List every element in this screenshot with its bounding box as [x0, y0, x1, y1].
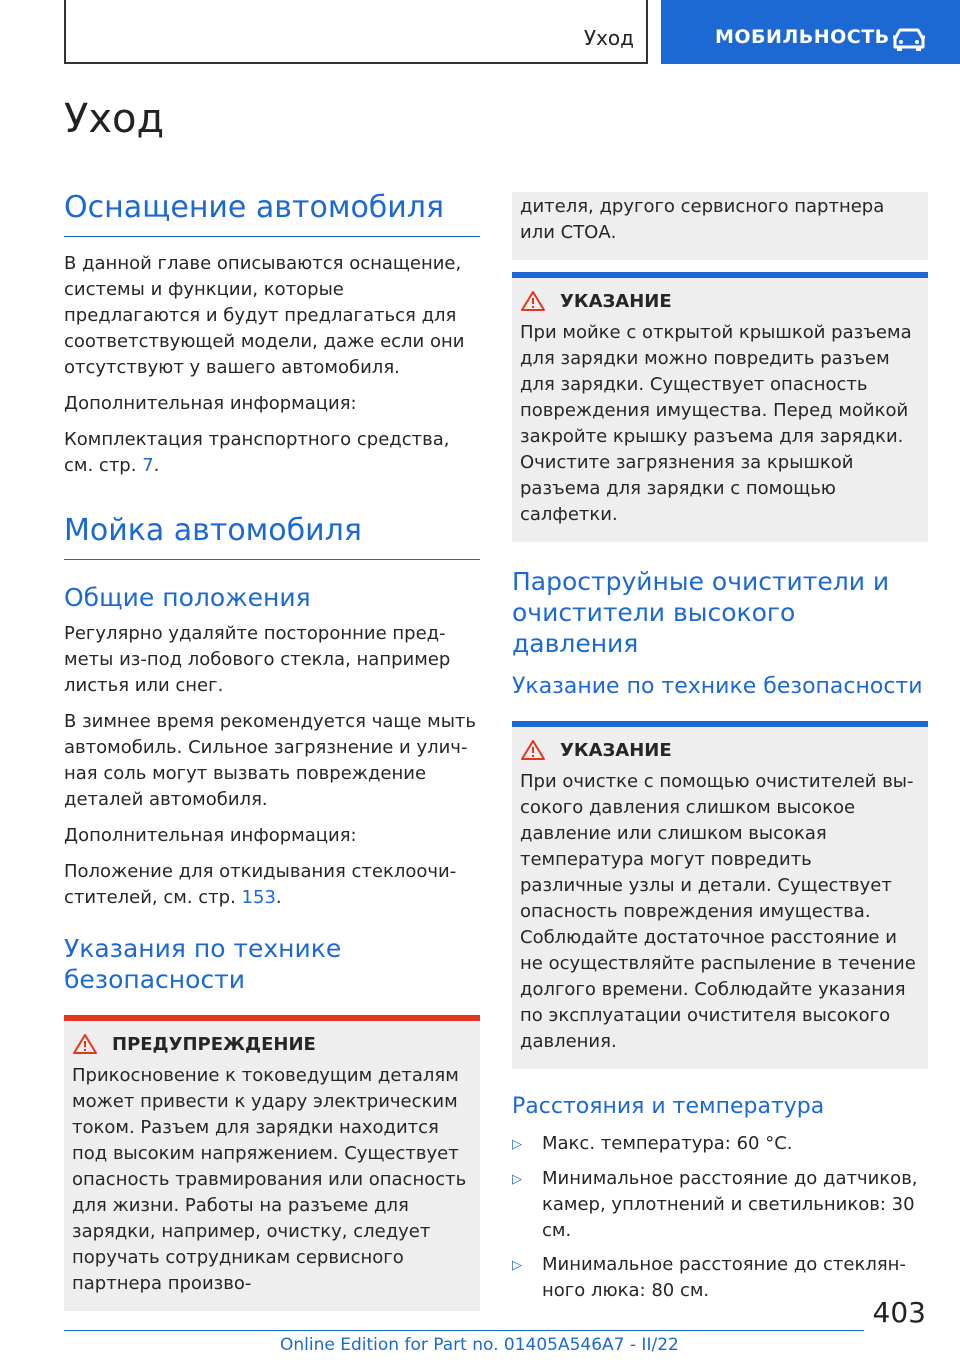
ref-end-2: . [275, 887, 282, 908]
notice-title-1: УКАЗАНИЕ [560, 290, 672, 312]
notice-box-1 [512, 272, 928, 542]
list-item-text: Минимальное расстояние до стеклянного люка: 80 см. [542, 1254, 906, 1301]
header-section-label: Уход [583, 26, 634, 50]
heading-safety: Указания по технике безопасности [64, 934, 342, 994]
paragraph-intro: В данной главе описываются оснащение, системы и функции, которые предлагаются и будут предлагаться для соответствующей модели, даже если они отсутствуют у вашего автомобиля. [64, 253, 465, 378]
warning-text: Прикосновение к токоведущим деталям может привести к удару электрическим током. Разъем для зарядки находится под высоким напряжением. Существует опасность травмирования или опасность для жизни. Работы на разъеме для зарядки, например, очистку, следует поручать сотрудникам сервисного партнера произво- [72, 1065, 467, 1294]
paragraph-winter: В зимнее время рекомендуется чаще мыть автомобиль. Сильное загрязнение и уличная соль могут вызвать повреждение деталей автомобиля. [64, 711, 477, 810]
notice-header-2 [520, 739, 920, 761]
footer-edition: Online Edition for Part no. 01405A546A7 - II/22 [280, 1335, 679, 1355]
heading-general: Общие положения [64, 583, 311, 612]
page-link-153[interactable]: 153 [241, 887, 276, 908]
list-item [512, 1252, 928, 1304]
ref-text: Комплектация транспортного средства, см. стр. [64, 429, 450, 476]
header-chapter-tab[interactable] [661, 0, 960, 64]
paragraph-more-info: Дополнительная информация: [64, 393, 357, 414]
paragraph-wiper-ref [64, 859, 480, 911]
notice-text-2: При очистке с помощью очистителей высокого давления слишком высокое давление или слишком высокая температура могут повредить различные узлы и детали. Существует опасность повреждения имущества. Соблюдайте достаточное расстояние и не осуществляйте распыление в течение долгого времени. Соблюдайте указания по эксплуатации очистителя высокого давления. [520, 771, 916, 1052]
header-section-box [64, 0, 648, 64]
notice-box-2 [512, 721, 928, 1069]
warning-box-continued [512, 192, 928, 260]
list-item [512, 1131, 928, 1158]
warning-header [72, 1033, 472, 1055]
notice-title-2: УКАЗАНИЕ [560, 739, 672, 761]
paragraph-more-info-2: Дополнительная информация: [64, 825, 357, 846]
bullet-triangle-icon: ▷ [512, 1258, 522, 1273]
warning-text-continued: дителя, другого сервисного партнера или СТОА. [520, 196, 885, 243]
bullet-triangle-icon: ▷ [512, 1172, 522, 1187]
notice-triangle-icon [520, 290, 546, 312]
heading-safety-note: Указание по технике безопасности [512, 674, 923, 699]
list-item [512, 1166, 928, 1244]
header-chapter-label: МОБИЛЬНОСТЬ [715, 26, 890, 48]
page-title: Уход [64, 96, 165, 142]
notice-text-1: При мойке с открытой крышкой разъема для зарядки можно повредить разъем для зарядки. Существует опасность повреждения имущества. Перед мойкой закройте крышку разъема для зарядки. Очистите загрязнения за крышкой разъема для зарядки с помощью салфетки. [520, 322, 912, 525]
heading-distances: Расстояния и температура [512, 1094, 825, 1119]
heading-equipment: Оснащение автомобиля [64, 190, 480, 237]
paragraph-equipment-ref [64, 427, 480, 479]
page-link-7[interactable]: 7 [142, 455, 154, 476]
warning-title: ПРЕДУПРЕЖДЕНИЕ [112, 1033, 316, 1055]
footer-divider [64, 1330, 864, 1331]
page-number: 403 [872, 1296, 926, 1329]
notice-triangle-icon-2 [520, 739, 546, 761]
right-column [512, 192, 928, 1312]
heading-car-wash: Мойка автомобиля [64, 513, 480, 560]
ref-text-2: Положение для откидывания стеклоочистителей, см. стр. [64, 861, 457, 908]
heading-steam-cleaners: Пароструйные очистители и очистители высокого давления [512, 567, 890, 658]
car-icon [891, 26, 927, 52]
paragraph-remove-objects: Регулярно удаляйте посторонние предметы из-под лобового стекла, например листья или снег. [64, 623, 451, 696]
distance-list [512, 1131, 928, 1304]
warning-box [64, 1015, 480, 1311]
ref-end: . [153, 455, 160, 476]
left-column [64, 190, 480, 1335]
list-item-text: Минимальное расстояние до датчиков, камер, уплотнений и светильников: 30 см. [542, 1168, 918, 1241]
bullet-triangle-icon: ▷ [512, 1137, 522, 1152]
notice-header-1 [520, 290, 920, 312]
list-item-text: Макс. температура: 60 °C. [542, 1133, 793, 1154]
warning-triangle-icon [72, 1033, 98, 1055]
